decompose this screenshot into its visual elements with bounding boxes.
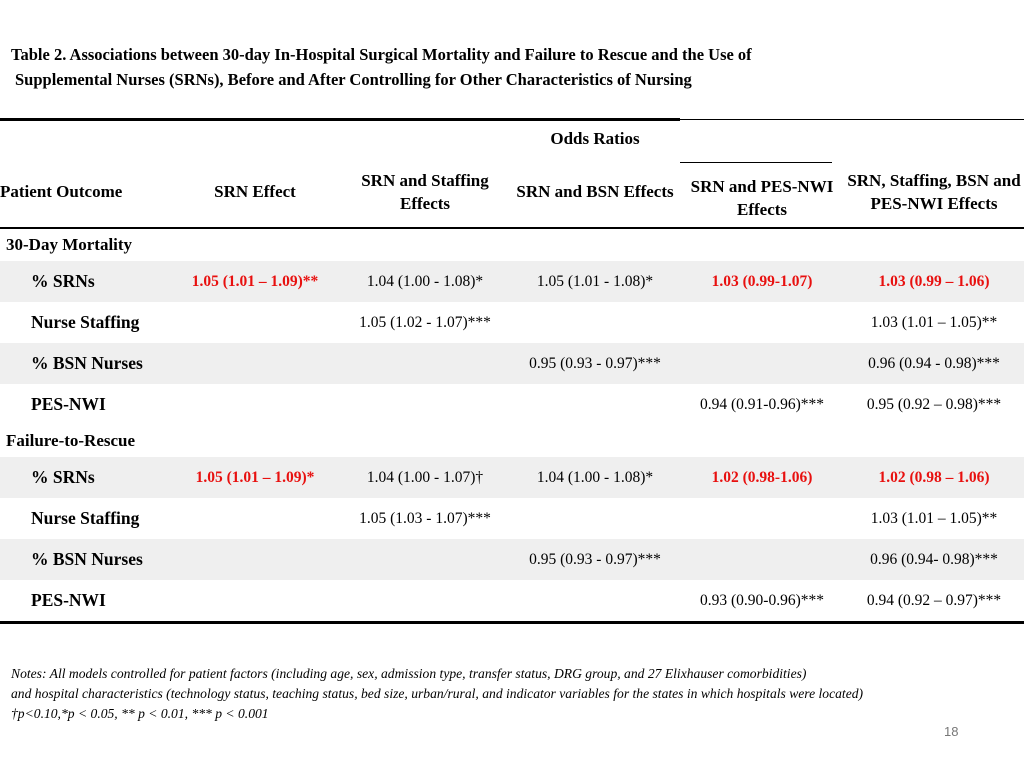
col-header-srn-staffing: SRN and Staffing Effects	[361, 170, 489, 213]
table-row	[0, 580, 1024, 623]
row-label: Nurse Staffing	[31, 508, 140, 528]
table-cell	[340, 384, 510, 425]
table-notes	[11, 664, 1016, 724]
row-label: PES-NWI	[31, 394, 106, 414]
table-row	[0, 539, 1024, 580]
title-line-1: Table 2. Associations between 30-day In-Hospital Surgical Mortality and Failure to Rescue and the Use of	[11, 45, 752, 64]
table-cell: 1.05 (1.01 – 1.09)*	[170, 457, 340, 498]
odds-ratio-table	[0, 118, 1024, 624]
col-header-srn-bsn: SRN and BSN Effects	[516, 182, 674, 201]
row-label: Nurse Staffing	[31, 312, 140, 332]
table-cell: 1.02 (0.98 – 1.06)	[844, 457, 1024, 498]
table-cell: 1.03 (1.01 – 1.05)**	[870, 313, 998, 331]
table-cell	[170, 343, 340, 384]
section-header	[0, 228, 1024, 261]
table-cell: 1.05 (1.01 – 1.09)**	[170, 261, 340, 302]
row-label: % SRNs	[0, 261, 170, 302]
table-cell: 1.04 (1.00 - 1.08)*	[340, 261, 510, 302]
row-label: % BSN Nurses	[0, 343, 170, 384]
table-cell: 1.04 (1.00 - 1.07)†	[340, 457, 510, 498]
row-label: PES-NWI	[0, 580, 170, 623]
table-row	[0, 302, 1024, 343]
table-cell	[510, 580, 680, 623]
table-cell	[170, 498, 340, 539]
table-cell: 0.94 (0.91-0.96)***	[700, 395, 824, 413]
table-cell	[510, 384, 680, 425]
notes-line-2: and hospital characteristics (technology status, teaching status, bed size, urban/rural, and indicator variables for the states in which hospitals were located)	[11, 686, 864, 701]
table-cell: 1.04 (1.00 - 1.08)*	[510, 457, 680, 498]
notes-line-1: Notes: All models controlled for patient factors (including age, sex, admission type, transfer status, DRG group, and 27 Elixhauser comorbidities)	[11, 666, 807, 681]
table-cell	[680, 343, 844, 384]
table-cell: 1.03 (0.99-1.07)	[680, 261, 844, 302]
table-cell	[170, 539, 340, 580]
table-cell: 0.93 (0.90-0.96)***	[680, 580, 844, 623]
table-cell	[680, 539, 844, 580]
col-header-patient-outcome: Patient Outcome	[0, 182, 123, 201]
title-line-2: Supplemental Nurses (SRNs), Before and After Controlling for Other Characteristics of Nursing	[15, 70, 692, 89]
notes-line-3: †p<0.10,*p < 0.05, ** p < 0.01, *** p < 0.001	[11, 706, 269, 721]
table-cell	[680, 302, 844, 343]
table-cell	[340, 580, 510, 623]
table-cell: 1.02 (0.98-1.06)	[680, 457, 844, 498]
col-header-all-effects: SRN, Staffing, BSN and PES-NWI Effects	[847, 170, 1021, 213]
table-cell	[170, 580, 340, 623]
table-cell: 0.95 (0.93 - 0.97)***	[510, 539, 680, 580]
col-header-srn-pes-nwi	[680, 156, 844, 228]
table-cell	[170, 384, 340, 425]
table-cell: 0.94 (0.92 – 0.97)***	[844, 580, 1024, 623]
col-header-srn-pes-nwi-label: SRN and PES-NWI Effects	[690, 177, 834, 219]
table-cell: 1.03 (0.99 – 1.06)	[844, 261, 1024, 302]
table-cell: 1.05 (1.03 - 1.07)***	[359, 509, 491, 527]
section-title: Failure-to-Rescue	[6, 431, 136, 450]
section-header	[0, 425, 1024, 457]
page-number: 18	[944, 724, 959, 739]
table-cell	[680, 498, 844, 539]
table-row	[0, 261, 1024, 302]
table-cell	[340, 343, 510, 384]
table-cell: 0.96 (0.94 - 0.98)***	[844, 343, 1024, 384]
table-cell: 0.95 (0.93 - 0.97)***	[510, 343, 680, 384]
section-title: 30-Day Mortality	[6, 235, 133, 254]
col-header-srn-effect: SRN Effect	[214, 182, 296, 201]
table-cell: 1.05 (1.02 - 1.07)***	[359, 313, 491, 331]
group-header: Odds Ratios	[510, 120, 680, 157]
table-row	[0, 457, 1024, 498]
table-cell	[510, 302, 680, 343]
table-cell	[170, 302, 340, 343]
table-cell	[340, 539, 510, 580]
table-cell: 1.05 (1.01 - 1.08)*	[510, 261, 680, 302]
table-cell: 1.03 (1.01 – 1.05)**	[870, 509, 998, 527]
table-cell: 0.96 (0.94- 0.98)***	[844, 539, 1024, 580]
row-label: % SRNs	[0, 457, 170, 498]
table-title	[11, 42, 1011, 92]
table-row	[0, 384, 1024, 425]
table-cell	[510, 498, 680, 539]
row-label: % BSN Nurses	[0, 539, 170, 580]
table-cell: 0.95 (0.92 – 0.98)***	[866, 395, 1002, 413]
table-row	[0, 343, 1024, 384]
table-row	[0, 498, 1024, 539]
